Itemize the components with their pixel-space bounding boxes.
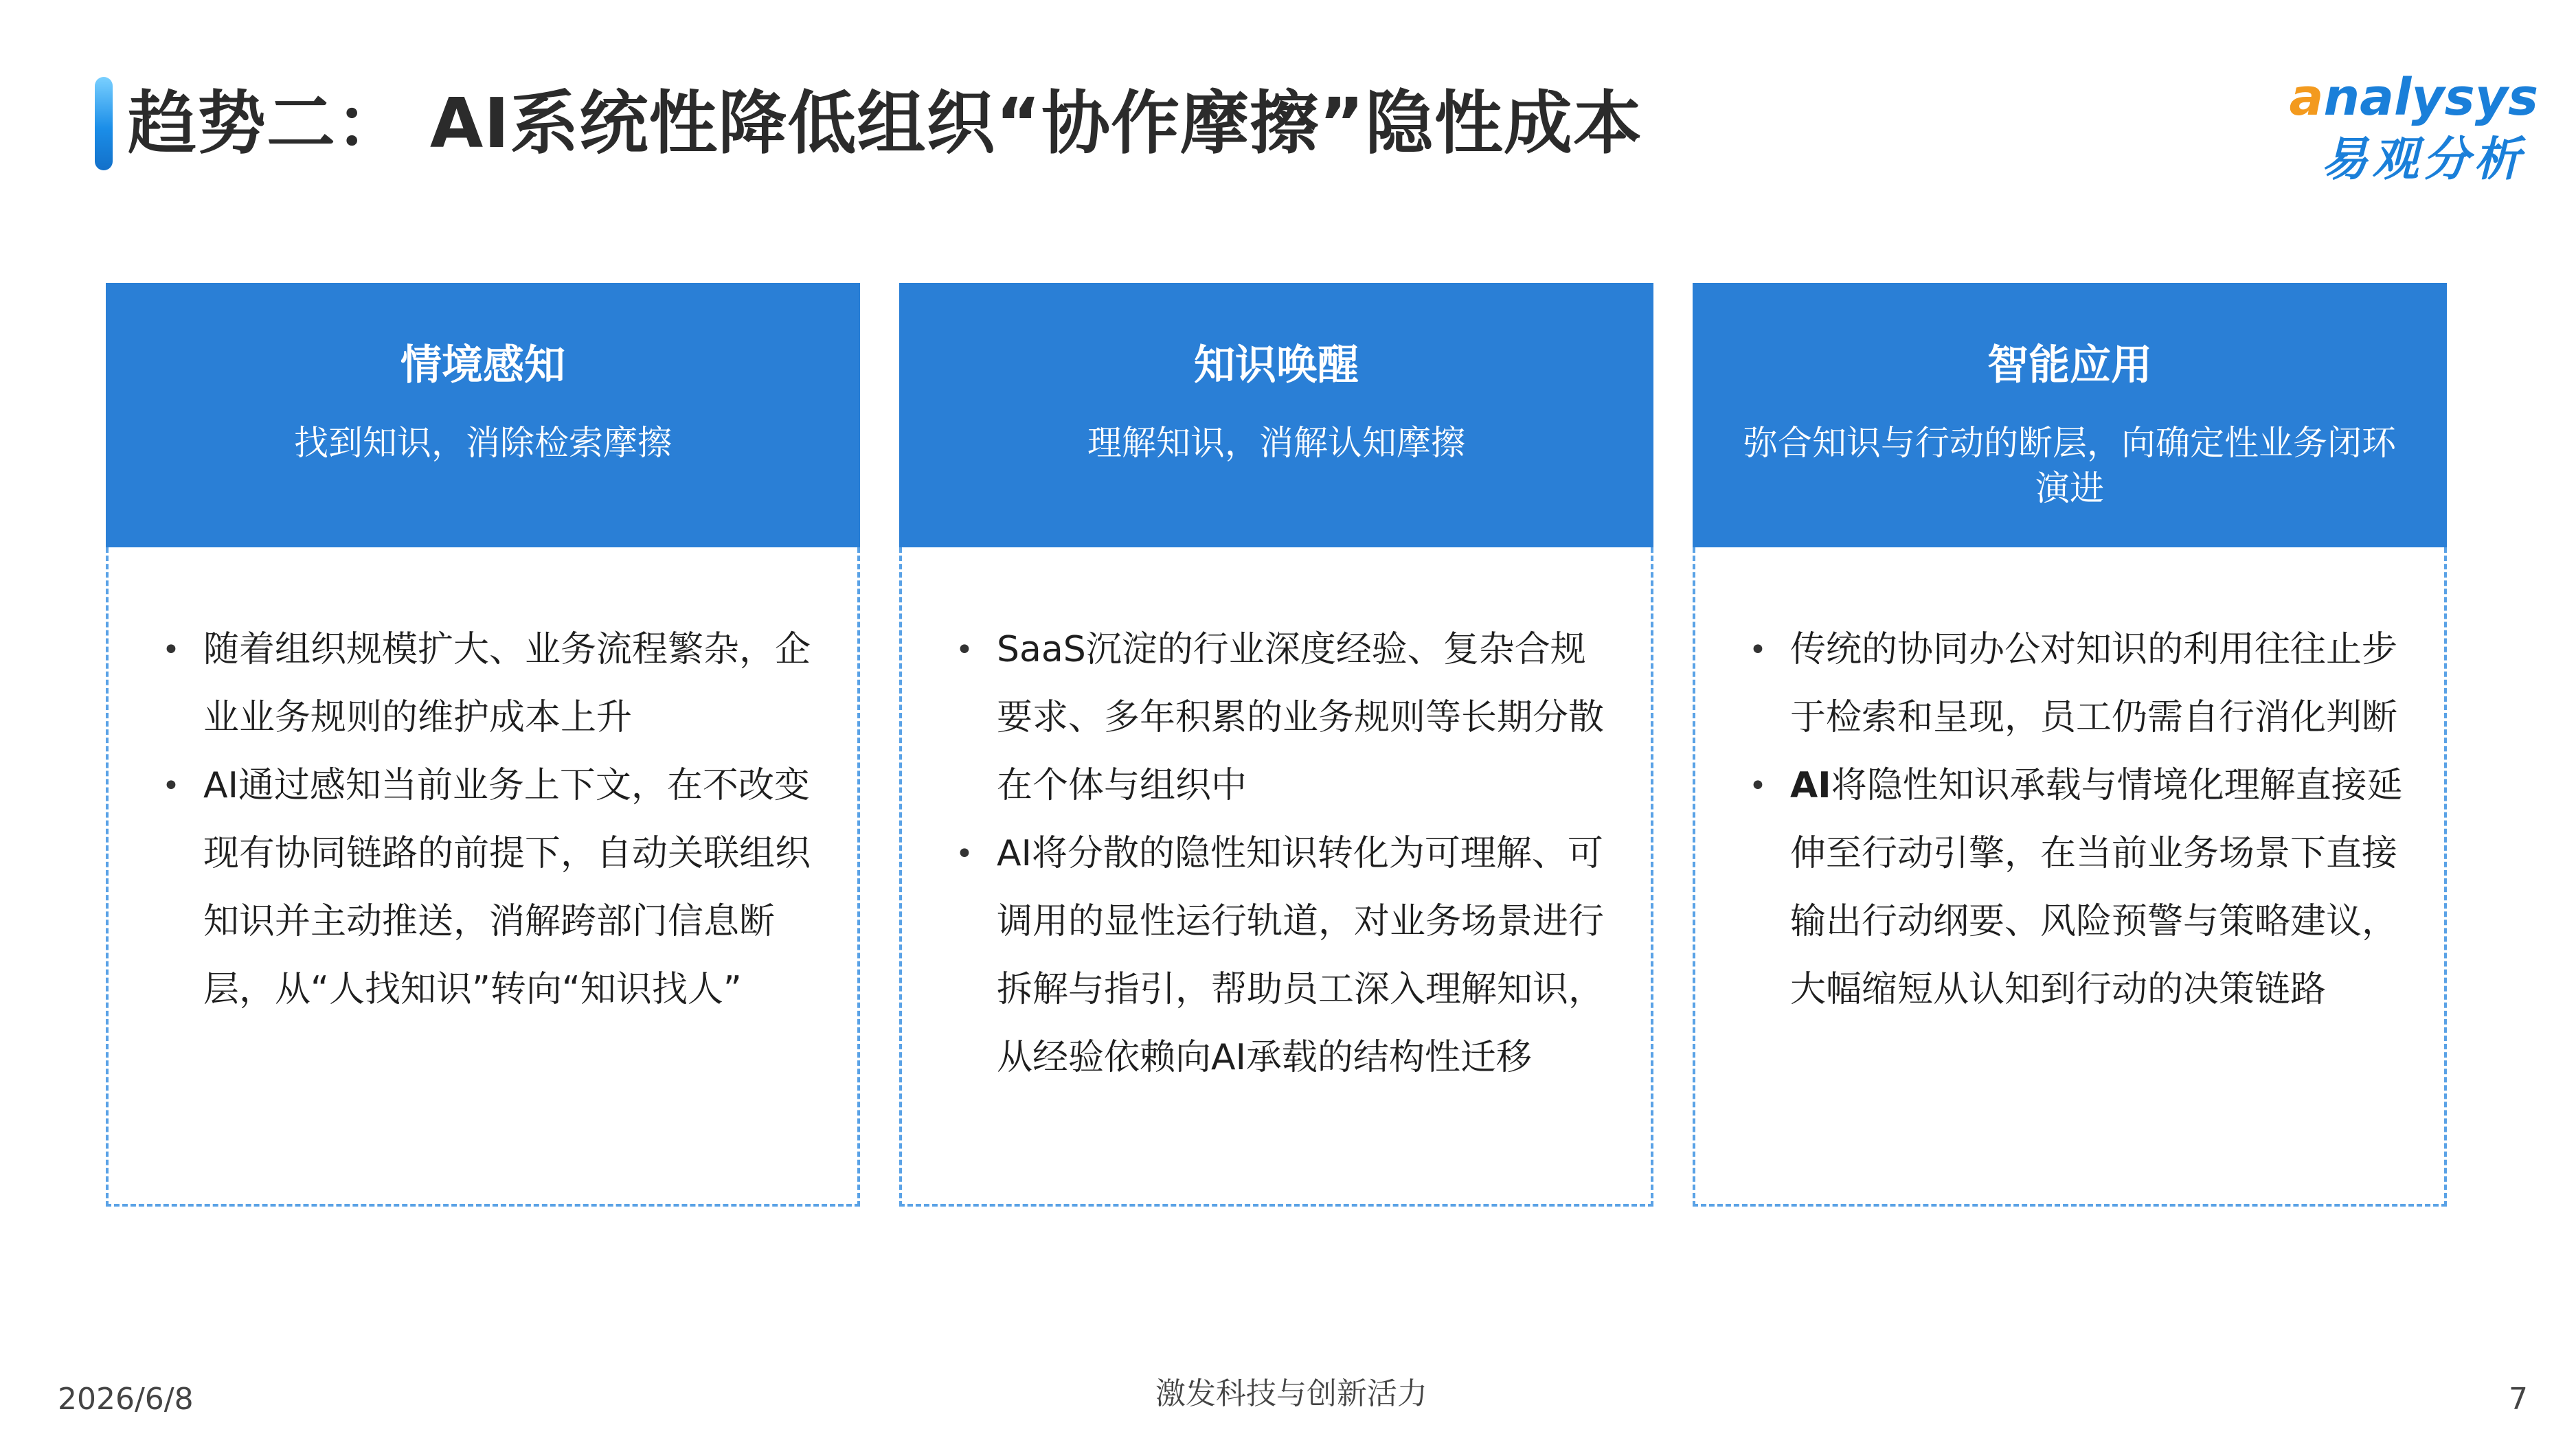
logo-chinese: 易观分析 — [2320, 133, 2524, 187]
bullet-item: • SaaS沉淀的行业深度经验、复杂合规要求、多年积累的业务规则等长期分散在个体与组织中 — [956, 616, 1616, 820]
card-title: 知识唤醒 — [1194, 341, 1359, 389]
logo-english-rest: nalysys — [2323, 68, 2538, 127]
card-header — [106, 283, 860, 547]
card-body — [106, 547, 860, 1207]
card-header — [1693, 283, 2447, 547]
bullet-list — [1749, 616, 2410, 1024]
logo-swirl-mark: a — [2289, 68, 2324, 127]
card-title: 智能应用 — [1987, 341, 2152, 389]
bullet-item: • 传统的协同办公对知识的利用往往止步于检索和呈现，员工仍需自行消化判断 — [1749, 616, 2410, 752]
page-title: 趋势二： AI系统性降低组织“协作摩擦”隐性成本 — [128, 83, 1642, 163]
card-intelligent-application — [1693, 283, 2447, 1207]
bullet-list — [162, 616, 823, 1024]
card-header — [899, 283, 1653, 547]
card-body — [899, 547, 1653, 1207]
card-subtitle: 理解知识，消解认知摩擦 — [1087, 423, 1465, 463]
page-number: 7 — [2509, 1382, 2528, 1417]
card-subtitle: 弥合知识与行动的断层，向确定性业务闭环演进 — [1743, 423, 2396, 508]
footer-date: 2026/6/8 — [58, 1382, 194, 1417]
logo-english — [2290, 63, 2539, 132]
bullet-list — [956, 616, 1616, 1092]
card-title: 情境感知 — [400, 341, 565, 389]
bullet-item: • AI将分散的隐性知识转化为可理解、可调用的显性运行轨道，对业务场景进行拆解与指引，帮助员工深入理解知识，从经验依赖向AI承载的结构性迁移 — [956, 820, 1616, 1092]
analysys-logo — [2291, 63, 2538, 194]
card-context-awareness — [106, 283, 860, 1207]
footer-slogan: 激发科技与创新活力 — [1155, 1376, 1427, 1411]
title-accent-bar — [95, 77, 113, 170]
card-knowledge-awakening — [899, 283, 1653, 1207]
bullet-item: • AI将隐性知识承载与情境化理解直接延伸至行动引擎，在当前业务场景下直接输出行动纲要、风险预警与策略建议，大幅缩短从认知到行动的决策链路 — [1749, 752, 2410, 1024]
bullet-item: • 随着组织规模扩大、业务流程繁杂，企业业务规则的维护成本上升 — [162, 616, 823, 752]
card-subtitle: 找到知识，消除检索摩擦 — [294, 423, 672, 463]
bullet-item: • AI通过感知当前业务上下文，在不改变现有协同链路的前提下，自动关联组织知识并主动推送，消解跨部门信息断层，从“人找知识”转向“知识找人” — [162, 752, 823, 1024]
card-body — [1693, 547, 2447, 1207]
